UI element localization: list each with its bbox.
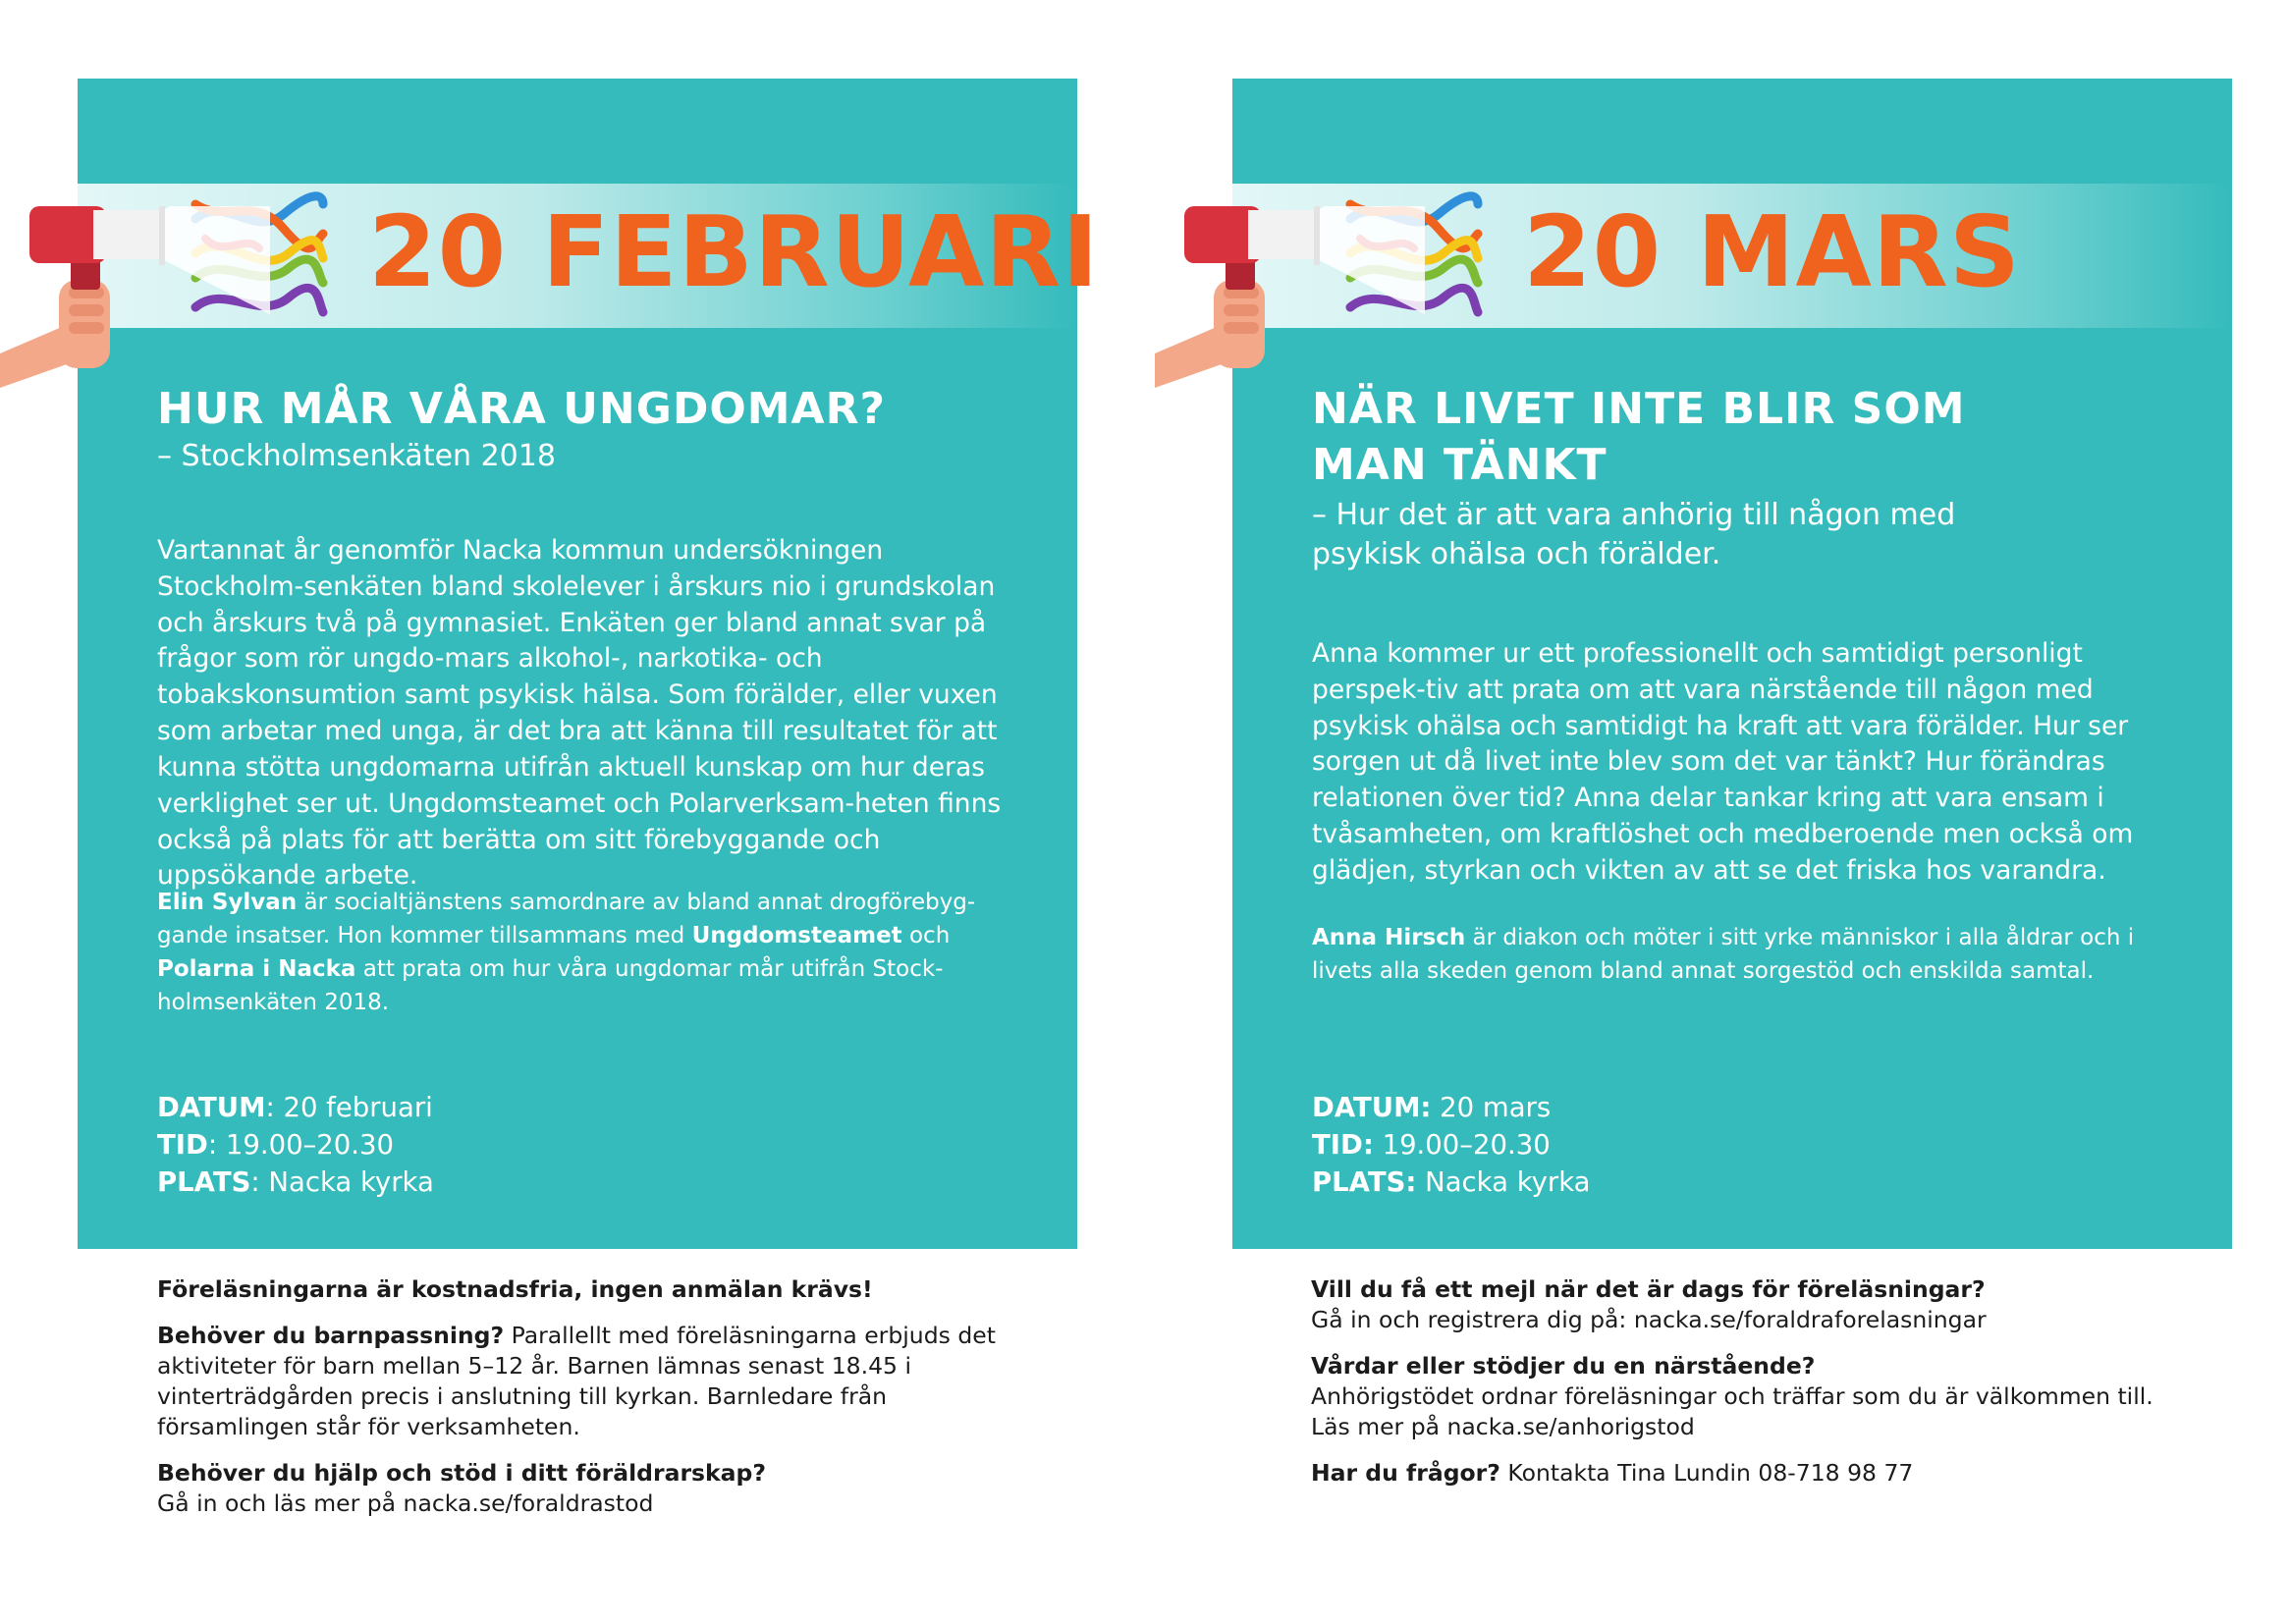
event-place: PLATS: Nacka kyrka [1312,1165,1591,1198]
lecture-description: Anna kommer ur ett professionellt och samtidigt personligt perspek-tiv att prata om att vara närstående till någon med psykisk ohälsa och samtidigt ha kraft att vara förälder. Hur ser sorgen ut då livet inte blev som det var tänkt? Hur förändras relationen över tid? Anna delar tankar kring att vara ensam i tvåsamheten, om kraftlöshet och medberoende men också om glädjen, styrkan och vikten av att se det friska hos varandra. [1312,638,2134,886]
lecture-heading: HUR MÅR VÅRA UNGDOMAR? [157,384,886,434]
date-title: 20 FEBRUARI [368,194,1100,309]
event-info [157,1090,434,1202]
support-link[interactable]: Gå in och läs mer på nacka.se/foraldrastod [157,1489,654,1518]
free-note: Föreläsningarna är kostnadsfria, ingen anmälan krävs! [157,1275,873,1303]
footer-left [157,1274,1041,1519]
org-name: Ungdomsteamet [691,923,902,949]
event-date: DATUM: 20 februari [157,1092,433,1123]
speaker-bio: Elin Sylvan är socialtjänstens samordnare av bland annat drogförebyg-gande insatser. Hon kommer tillsammans med Ungdomsteamet och Polarna i Nacka att prata om hur våra ungdomar mår utifrån Stock-holmsenkäten 2018. [157,890,976,1016]
carer-link[interactable]: Läs mer på nacka.se/anhorigstod [1311,1413,1695,1441]
lecture-subheading: – Stockholmsenkäten 2018 [157,439,556,473]
lecture-subheading: – Hur det är att vara anhörig till någon med psykisk ohälsa och förälder. [1312,498,1956,571]
megaphone-icon [0,206,304,471]
email-info: Vill du få ett mejl när det är dags för föreläsningar? Gå in och registrera dig på: nacka.se/foraldraforelasningar [1311,1274,2234,1335]
event-time: TID: 19.00–20.30 [157,1128,395,1161]
support-info: Behöver du hjälp och stöd i ditt föräldrarskap? Gå in och läs mer på nacka.se/foraldrastod [157,1458,1041,1519]
speaker-bio: Anna Hirsch är diakon och möter i sitt yrke människor i alla åldrar och i livets alla skeden genom bland annat sorgestöd och enskilda samtal. [1312,925,2135,985]
event-info [1312,1090,1591,1202]
footer-right [1311,1274,2234,1489]
megaphone-icon [1155,206,1459,471]
event-time: TID: 19.00–20.30 [1312,1128,1551,1161]
childcare-info: Behöver du barnpassning? Parallellt med föreläsningarna erbjuds det aktiviteter för barn mellan 5–12 år. Barnen lämnas senast 18.45 i vinterträdgården precis i anslutning till kyrkan. Barnledare från församlingen står för verksamheten. [157,1322,996,1441]
lecture-heading: NÄR LIVET INTE BLIR SOM MAN TÄNKT [1312,384,1966,491]
questions-info: Har du frågor? Kontakta Tina Lundin 08-718 98 77 [1311,1459,1914,1488]
event-place: PLATS: Nacka kyrka [157,1165,434,1198]
register-link[interactable]: Gå in och registrera dig på: nacka.se/foraldraforelasningar [1311,1306,1987,1334]
speaker-name: Elin Sylvan [157,890,298,915]
carer-info: Vårdar eller stödjer du en närstående? Anhörigstödet ordnar föreläsningar och träffar som du är välkommen till. Läs mer på nacka.se/anhorigstod [1311,1351,2234,1442]
lecture-description: Vartannat år genomför Nacka kommun undersökningen Stockholm-senkäten bland skolelever i årskurs nio i grundskolan och årskurs två på gymnasiet. Enkäten ger bland annat svar på frågor som rör ungdo-mars alkohol-, narkotika- och tobakskonsumtion samt psykisk hälsa. Som förälder, eller vuxen som arbetar med unga, är det bra att känna till resultatet för att kunna stötta ungdomarna utifrån aktuell kunskap om hur deras verklighet ser ut. Ungdomsteamet och Polarverksam-heten finns också på plats för att berätta om sitt förebyggande och uppsökande arbete. [157,535,1002,892]
speaker-name: Anna Hirsch [1312,925,1466,950]
date-title: 20 MARS [1523,194,2021,309]
org-name: Polarna i Nacka [157,956,356,983]
event-date: DATUM: 20 mars [1312,1092,1552,1123]
